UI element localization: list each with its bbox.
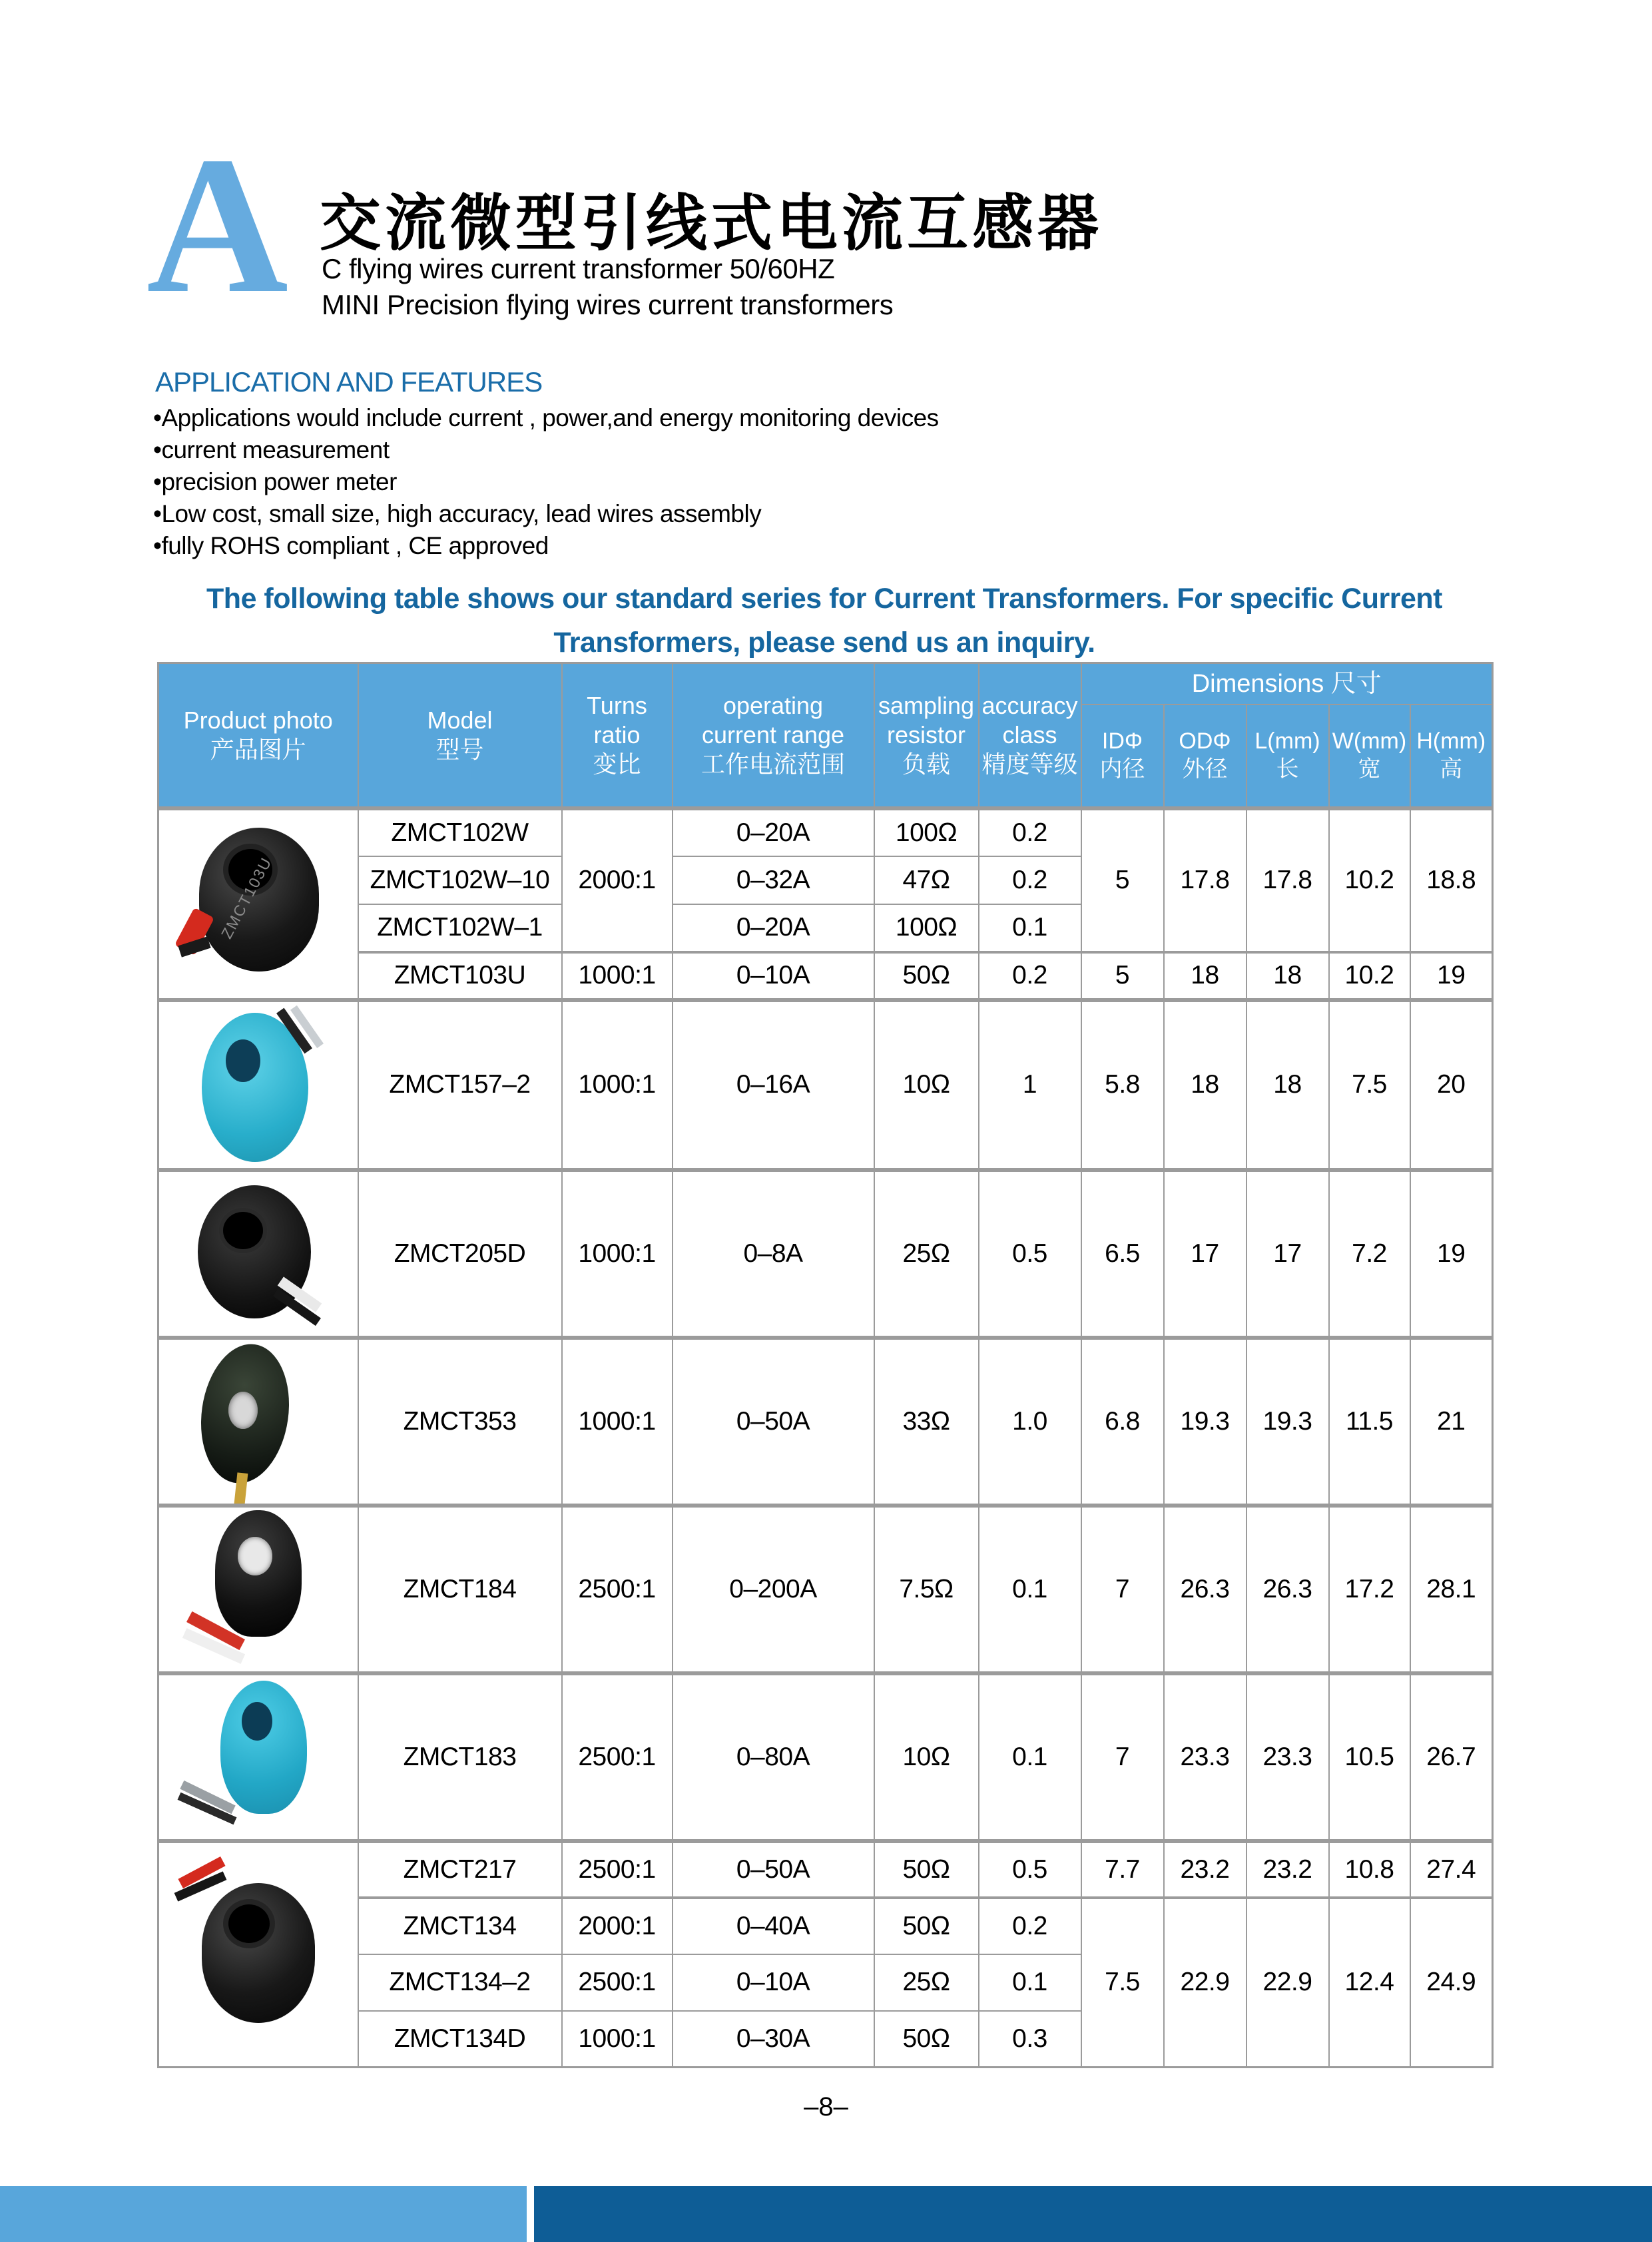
dimension-h-cell: 21 (1410, 1338, 1493, 1506)
page-subtitle-1: C flying wires current transformer 50/60HZ (322, 253, 835, 284)
dimension-l-cell: 23.3 (1246, 1673, 1329, 1841)
table-row (158, 1170, 1493, 1338)
turns-ratio-cell: 1000:1 (562, 1000, 673, 1170)
sampling-resistor-cell: 100Ω (874, 808, 979, 856)
dimension-h-cell: 19 (1410, 952, 1493, 1000)
turns-ratio-cell: 1000:1 (562, 1338, 673, 1506)
dimension-l-cell: 18 (1246, 1000, 1329, 1170)
statement-line-2: Transformers, please send us an inquiry. (553, 627, 1095, 659)
model-cell: ZMCT184 (358, 1506, 562, 1673)
zmct184-product-photo (159, 1508, 358, 1671)
dimension-od-cell: 17.8 (1164, 808, 1246, 952)
dimension-h-cell: 18.8 (1410, 808, 1493, 952)
turns-ratio-cell: 2000:1 (562, 808, 673, 952)
footer-bar-dark (534, 2186, 1652, 2242)
product-photo-cell (158, 1841, 358, 2068)
dimension-h-cell: 20 (1410, 1000, 1493, 1170)
dimension-od-cell: 17 (1164, 1170, 1246, 1338)
product-photo-cell (158, 1506, 358, 1673)
footer-bar-light (0, 2186, 527, 2242)
dimension-id-cell: 7 (1081, 1673, 1164, 1841)
page-subtitle-2: MINI Precision flying wires current transformers (322, 289, 894, 320)
dimension-w-cell: 10.5 (1329, 1673, 1410, 1841)
turns-ratio-cell: 1000:1 (562, 1170, 673, 1338)
product-photo-cell (158, 808, 358, 1000)
feature-item: •Applications would include current , power,and energy monitoring devices (153, 404, 939, 431)
dimension-w-cell: 7.5 (1329, 1000, 1410, 1170)
model-cell: ZMCT102W–1 (358, 904, 562, 952)
model-cell: ZMCT134 (358, 1898, 562, 1954)
dimension-id-cell: 6.5 (1081, 1170, 1164, 1338)
sampling-resistor-cell: 50Ω (874, 1841, 979, 1898)
dimension-od-cell: 23.3 (1164, 1673, 1246, 1841)
table-row (158, 1338, 1493, 1506)
sampling-resistor-cell: 47Ω (874, 856, 979, 904)
dimension-w-cell: 7.2 (1329, 1170, 1410, 1338)
dimension-id-cell: 5 (1081, 952, 1164, 1000)
feature-item: •precision power meter (153, 468, 397, 495)
sampling-resistor-cell: 25Ω (874, 1170, 979, 1338)
features-list (153, 402, 939, 562)
accuracy-class-cell: 1 (979, 1000, 1081, 1170)
table-row (158, 808, 1493, 856)
turns-ratio-cell: 2500:1 (562, 1506, 673, 1673)
accuracy-class-cell: 0.2 (979, 1898, 1081, 1954)
turns-ratio-cell: 1000:1 (562, 952, 673, 1000)
sampling-resistor-cell: 50Ω (874, 2011, 979, 2068)
sampling-resistor-cell: 10Ω (874, 1673, 979, 1841)
turns-ratio-cell: 2500:1 (562, 1841, 673, 1898)
col-header-dim-wmm: W(mm) 宽 (1329, 704, 1410, 808)
table-intro-statement (157, 577, 1492, 665)
model-cell: ZMCT353 (358, 1338, 562, 1506)
dimension-l-cell: 22.9 (1246, 1898, 1329, 2068)
current-range-cell: 0–16A (673, 1000, 874, 1170)
product-photo-cell (158, 1338, 358, 1506)
section-letter: A (146, 116, 289, 334)
model-cell: ZMCT205D (358, 1170, 562, 1338)
col-header-sampling-resistor: sampling resistor 负载 (874, 663, 979, 808)
table-row (158, 1898, 1493, 1954)
dimension-w-cell: 10.2 (1329, 952, 1410, 1000)
dimension-od-cell: 26.3 (1164, 1506, 1246, 1673)
dimension-l-cell: 17.8 (1246, 808, 1329, 952)
current-range-cell: 0–50A (673, 1338, 874, 1506)
col-header-model: Model 型号 (358, 663, 562, 808)
model-cell: ZMCT183 (358, 1673, 562, 1841)
dimension-id-cell: 6.8 (1081, 1338, 1164, 1506)
sampling-resistor-cell: 50Ω (874, 952, 979, 1000)
sampling-resistor-cell: 7.5Ω (874, 1506, 979, 1673)
turns-ratio-cell: 2500:1 (562, 1673, 673, 1841)
dimension-l-cell: 17 (1246, 1170, 1329, 1338)
current-range-cell: 0–40A (673, 1898, 874, 1954)
accuracy-class-cell: 0.1 (979, 1673, 1081, 1841)
dimension-id-cell: 7 (1081, 1506, 1164, 1673)
sampling-resistor-cell: 10Ω (874, 1000, 979, 1170)
current-range-cell: 0–10A (673, 1954, 874, 2011)
dimension-id-cell: 5.8 (1081, 1000, 1164, 1170)
dimension-l-cell: 23.2 (1246, 1841, 1329, 1898)
dimension-l-cell: 19.3 (1246, 1338, 1329, 1506)
accuracy-class-cell: 0.2 (979, 952, 1081, 1000)
model-cell: ZMCT134–2 (358, 1954, 562, 2011)
dimension-h-cell: 19 (1410, 1170, 1493, 1338)
dimension-l-cell: 18 (1246, 952, 1329, 1000)
table-row (158, 1673, 1493, 1841)
dimension-h-cell: 24.9 (1410, 1898, 1493, 2068)
accuracy-class-cell: 0.3 (979, 2011, 1081, 2068)
dimension-od-cell: 22.9 (1164, 1898, 1246, 2068)
current-range-cell: 0–10A (673, 952, 874, 1000)
zmct134-product-photo (159, 1843, 358, 2067)
zmct353-product-photo (159, 1340, 358, 1504)
dimension-w-cell: 10.2 (1329, 808, 1410, 952)
col-header-dim-id: IDΦ 内径 (1081, 704, 1164, 808)
current-transformer-table (157, 662, 1494, 2068)
col-header-product-photo: Product photo 产品图片 (158, 663, 358, 808)
zmct205d-product-photo (159, 1172, 358, 1336)
dimension-w-cell: 17.2 (1329, 1506, 1410, 1673)
current-range-cell: 0–8A (673, 1170, 874, 1338)
current-range-cell: 0–30A (673, 2011, 874, 2068)
current-range-cell: 0–80A (673, 1673, 874, 1841)
dimension-od-cell: 23.2 (1164, 1841, 1246, 1898)
accuracy-class-cell: 0.2 (979, 856, 1081, 904)
accuracy-class-cell: 0.5 (979, 1170, 1081, 1338)
col-header-dim-lmm: L(mm) 长 (1246, 704, 1329, 808)
table-row (158, 1841, 1493, 1898)
model-cell: ZMCT103U (358, 952, 562, 1000)
dimension-od-cell: 18 (1164, 952, 1246, 1000)
dimension-h-cell: 27.4 (1410, 1841, 1493, 1898)
accuracy-class-cell: 0.5 (979, 1841, 1081, 1898)
col-header-dim-od: ODΦ 外径 (1164, 704, 1246, 808)
current-range-cell: 0–32A (673, 856, 874, 904)
page-title-chinese: 交流微型引线式电流互感器 (320, 190, 1103, 258)
model-cell: ZMCT102W–10 (358, 856, 562, 904)
product-table-container (157, 662, 1492, 2068)
sampling-resistor-cell: 25Ω (874, 1954, 979, 2011)
statement-line-1: The following table shows our standard series for Current Transformers. For specific Current (206, 583, 1442, 615)
accuracy-class-cell: 0.1 (979, 1506, 1081, 1673)
table-row (158, 952, 1493, 1000)
col-header-dim-hmm: H(mm) 高 (1410, 704, 1493, 808)
turns-ratio-cell: 2000:1 (562, 1898, 673, 1954)
zmct183-product-photo (159, 1675, 358, 1839)
col-header-turns-ratio: Turns ratio 变比 (562, 663, 673, 808)
feature-item: •current measurement (153, 436, 390, 463)
sampling-resistor-cell: 50Ω (874, 1898, 979, 1954)
accuracy-class-cell: 0.1 (979, 904, 1081, 952)
features-heading: APPLICATION AND FEATURES (155, 366, 543, 398)
dimension-h-cell: 26.7 (1410, 1673, 1493, 1841)
turns-ratio-cell: 1000:1 (562, 2011, 673, 2068)
model-cell: ZMCT157–2 (358, 1000, 562, 1170)
feature-item: •fully ROHS compliant , CE approved (153, 532, 549, 559)
dimension-h-cell: 28.1 (1410, 1506, 1493, 1673)
dimension-id-cell: 7.5 (1081, 1898, 1164, 2068)
sampling-resistor-cell: 100Ω (874, 904, 979, 952)
current-range-cell: 0–20A (673, 904, 874, 952)
model-cell: ZMCT217 (358, 1841, 562, 1898)
col-header-accuracy-class: accuracy class 精度等级 (979, 663, 1081, 808)
sampling-resistor-cell: 33Ω (874, 1338, 979, 1506)
accuracy-class-cell: 1.0 (979, 1338, 1081, 1506)
col-header-dimensions: Dimensions 尺寸 (1081, 663, 1493, 704)
dimension-id-cell: 7.7 (1081, 1841, 1164, 1898)
product-photo-cell (158, 1673, 358, 1841)
product-photo-cell (158, 1000, 358, 1170)
zmct103u-product-photo: ZMCT103U (159, 810, 358, 998)
dimension-w-cell: 12.4 (1329, 1898, 1410, 2068)
dimension-id-cell: 5 (1081, 808, 1164, 952)
col-header-current-range: operating current range 工作电流范围 (673, 663, 874, 808)
page-number: –8– (804, 2092, 848, 2121)
table-row (158, 1506, 1493, 1673)
dimension-w-cell: 11.5 (1329, 1338, 1410, 1506)
model-cell: ZMCT134D (358, 2011, 562, 2068)
accuracy-class-cell: 0.2 (979, 808, 1081, 856)
dimension-od-cell: 18 (1164, 1000, 1246, 1170)
dimension-l-cell: 26.3 (1246, 1506, 1329, 1673)
accuracy-class-cell: 0.1 (979, 1954, 1081, 2011)
current-range-cell: 0–20A (673, 808, 874, 856)
dimension-od-cell: 19.3 (1164, 1338, 1246, 1506)
current-range-cell: 0–50A (673, 1841, 874, 1898)
turns-ratio-cell: 2500:1 (562, 1954, 673, 2011)
current-range-cell: 0–200A (673, 1506, 874, 1673)
model-cell: ZMCT102W (358, 808, 562, 856)
product-photo-cell (158, 1170, 358, 1338)
dimension-w-cell: 10.8 (1329, 1841, 1410, 1898)
zmct157-product-photo (159, 1002, 358, 1168)
table-row (158, 1000, 1493, 1170)
feature-item: •Low cost, small size, high accuracy, lead wires assembly (153, 500, 762, 527)
